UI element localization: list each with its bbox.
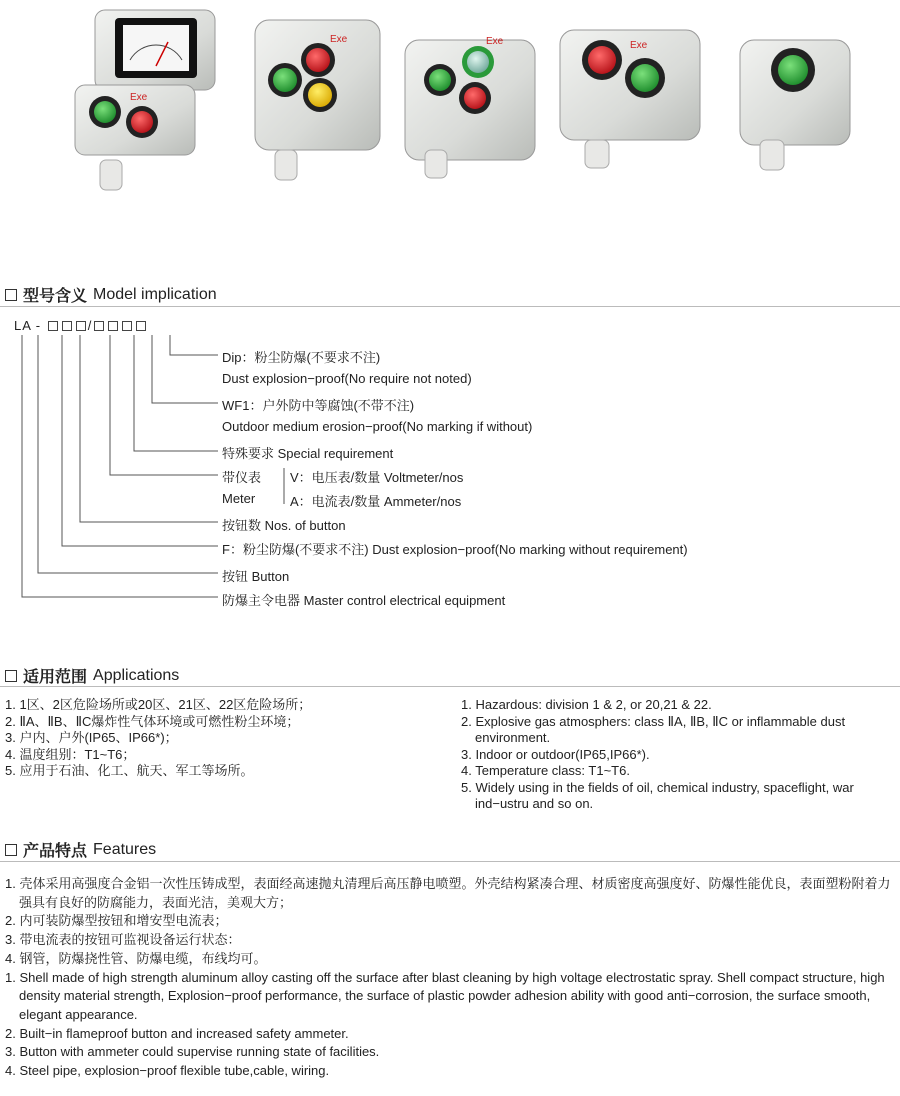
- model-code-slash: /: [87, 318, 93, 333]
- applications-heading-zh: 适用范围: [23, 669, 88, 686]
- list-item: 4. 温度组别：T1~T6；: [5, 746, 136, 762]
- exe-mark: Exe: [486, 36, 504, 47]
- model-line-outdoor: Outdoor medium erosion−proof(No marking if without): [222, 419, 533, 434]
- model-line-nos: 按钮数 Nos. of button: [222, 518, 346, 533]
- code-slot: [108, 321, 118, 331]
- code-slot: [122, 321, 132, 331]
- list-item: 4. Steel pipe, explosion−proof flexible tube,cable, wiring.: [5, 1063, 330, 1079]
- list-item: 2. 内可装防爆型按钮和增安型电流表；: [5, 913, 228, 929]
- model-line-wf1: WF1：户外防中等腐蚀(不带不注): [222, 398, 415, 413]
- model-line-master: 防爆主令电器 Master control electrical equipment: [222, 593, 506, 608]
- list-item: 2. Built−in flameproof button and increased safety ammeter.: [5, 1025, 349, 1041]
- list-item: 5. Widely using in the fields of oil, chemical industry, spaceflight, war ind−ustru and so on.: [461, 779, 854, 811]
- code-slot: [136, 321, 146, 331]
- product-two-button-box: [560, 30, 700, 168]
- list-item: 3. 户内、户外(IP65、IP66*)；: [5, 730, 178, 745]
- applications-heading-en: Applications: [93, 666, 180, 684]
- product-three-button-box: [255, 20, 380, 180]
- list-item: 3. 带电流表的按钮可监视设备运行状态：: [5, 932, 241, 948]
- code-slot: [94, 321, 104, 331]
- product-indicator-box: [405, 36, 535, 178]
- square-icon: [5, 670, 17, 682]
- product-meter-box: [75, 10, 215, 190]
- list-item: 4. 钢管，防爆挠性管、防爆电缆，布线均可。: [5, 950, 267, 966]
- features-heading-en: Features: [93, 840, 157, 858]
- model-heading: [5, 283, 217, 306]
- code-slot: [62, 321, 72, 331]
- model-line-meter-zh: 带仪表: [222, 470, 262, 485]
- features-heading: [5, 838, 156, 861]
- list-item: 1. Hazardous: division 1 & 2, or 20,21 & 22.: [461, 697, 712, 712]
- list-item: 2. Explosive gas atmosphers: class ⅡA, ⅡB, ⅡC or inflammable dust environment.: [461, 713, 846, 745]
- list-item: 4. Temperature class: T1~T6.: [461, 763, 630, 778]
- model-heading-en: Model implication: [93, 285, 217, 303]
- model-code: [14, 318, 148, 333]
- square-icon: [5, 844, 17, 856]
- code-slot: [76, 321, 86, 331]
- square-icon: [5, 289, 17, 301]
- applications-heading: [5, 664, 179, 687]
- model-line-meter-a: A：电流表/数量 Ammeter/nos: [290, 494, 462, 509]
- list-item: 1. 1区、2区危险场所或20区、21区、22区危险场所；: [5, 697, 312, 712]
- list-item: 3. Indoor or outdoor(IP65,IP66*).: [461, 746, 650, 762]
- model-line-special: 特殊要求 Special requirement: [222, 446, 394, 461]
- exe-mark: Exe: [330, 34, 348, 45]
- model-line-meter-en: Meter: [222, 491, 256, 506]
- applications-zh-list: [5, 697, 445, 780]
- code-slot: [48, 321, 58, 331]
- model-heading-zh: 型号含义: [23, 288, 88, 305]
- model-line-dip: Dip：粉尘防爆(不要求不注): [222, 350, 381, 365]
- list-item: 1. 壳体采用高强度合金铝一次性压铸成型，表面经高速抛丸清理后高压静电喷塑。外壳结构紧凑合理、材质密度高强度好、防爆性能优良，表面塑粉附着力强具有良好的防腐能力，表面光洁，美观大方；: [5, 876, 891, 910]
- list-item: 1. Shell made of high strength aluminum alloy casting off the surface after blast cleaning by high voltage electrostatic spray. Shell compact structure, high density material strength, Explosion−proof performance, the surface of plastic powder adhesion ability with good anti−corrosion, the surface smooth, elegant appearance.: [5, 969, 885, 1022]
- model-line-meter-v: V：电压表/数量 Voltmeter/nos: [290, 470, 464, 485]
- list-item: 3. Button with ammeter could supervise running state of facilities.: [5, 1044, 380, 1060]
- exe-mark: Exe: [630, 40, 648, 51]
- exe-mark: Exe: [130, 92, 148, 103]
- applications-en-list: [461, 697, 897, 813]
- features-list: [5, 875, 897, 1081]
- list-item: 2. ⅡA、ⅡB、ⅡC爆炸性气体环境或可燃性粉尘环境；: [5, 713, 300, 729]
- model-line-dust: Dust explosion−proof(No require not noted): [222, 371, 472, 386]
- model-code-prefix: LA -: [14, 318, 42, 333]
- divider: [0, 686, 900, 687]
- divider: [0, 306, 900, 307]
- model-line-button: 按钮 Button: [222, 569, 290, 584]
- product-single-button-box: [740, 40, 850, 170]
- list-item: 5. 应用于石油、化工、航天、军工等场所。: [5, 763, 254, 778]
- model-line-f: F：粉尘防爆(不要求不注) Dust explosion−proof(No marking without requirement): [222, 542, 688, 557]
- features-heading-zh: 产品特点: [23, 843, 88, 860]
- product-photos: [0, 0, 900, 200]
- divider: [0, 861, 900, 862]
